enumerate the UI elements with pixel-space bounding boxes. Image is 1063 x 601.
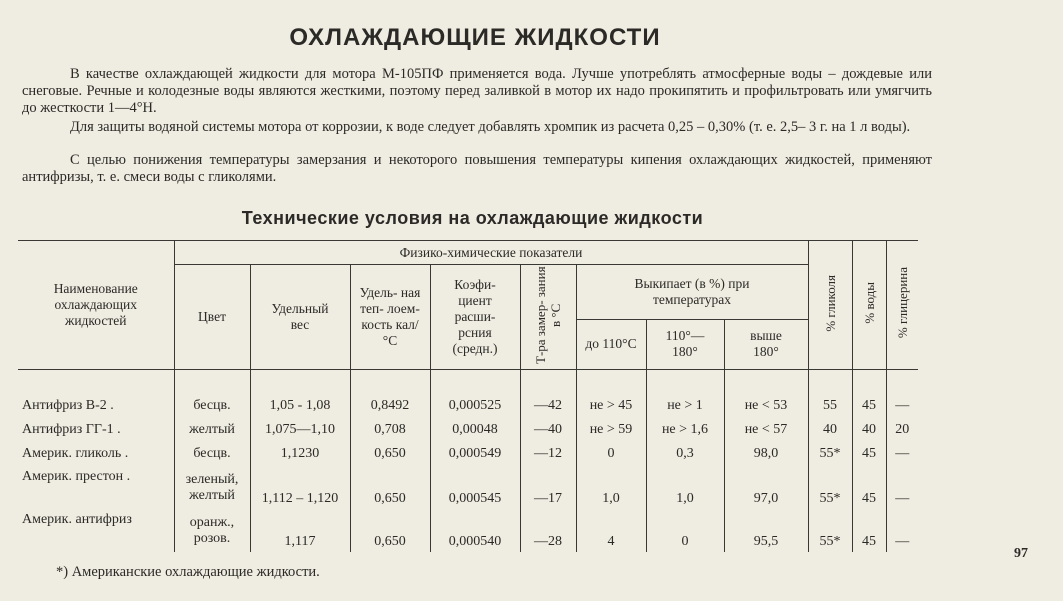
header-expansion-coef: Коэфи- циент расши- рсния (средн.) <box>430 265 520 370</box>
cell-t110-180: 0 <box>646 509 724 552</box>
cell-t110: не > 59 <box>576 418 646 442</box>
cell-coef: 0,000545 <box>430 466 520 509</box>
cell-name: Антифриз В-2 . <box>22 398 114 413</box>
cell-t110-180: 0,3 <box>646 442 724 466</box>
cell-water: 45 <box>852 509 886 552</box>
header-boil-110: до 110°С <box>576 319 646 369</box>
cell-t110: не > 45 <box>576 394 646 418</box>
header-boil-off: Выкипает (в %) при температурах <box>576 265 808 320</box>
cell-t180: не < 57 <box>724 418 808 442</box>
cell-t180: не < 53 <box>724 394 808 418</box>
cell-glycerin: — <box>886 466 918 509</box>
cell-freeze: —12 <box>520 442 576 466</box>
cell-heat: 0,8492 <box>350 394 430 418</box>
cell-water: 45 <box>852 442 886 466</box>
cell-color: бесцв. <box>174 442 250 466</box>
cell-t110-180: 1,0 <box>646 466 724 509</box>
cell-color: зеленый, желтый <box>174 466 250 509</box>
cell-coef: 0,000549 <box>430 442 520 466</box>
cell-glycerin: 20 <box>886 418 918 442</box>
header-glycerin: % глицерина <box>886 241 918 370</box>
cell-water: 45 <box>852 394 886 418</box>
cell-t180: 97,0 <box>724 466 808 509</box>
cell-weight: 1,112 – 1,120 <box>250 466 350 509</box>
header-physchem-group: Физико-химические показатели <box>174 241 808 265</box>
cell-glycerin: — <box>886 509 918 552</box>
cell-heat: 0,650 <box>350 442 430 466</box>
cell-name: Америк. антифриз <box>22 512 132 527</box>
paragraph-3-text: С целью понижения температуры замерзания и некоторого повышения температуры кипения охлаждающих жидкостей, применяют антифризы, т. е. смеси воды с гликолями. <box>22 152 932 185</box>
cell-t110-180: не > 1,6 <box>646 418 724 442</box>
table-title: Технические условия на охлаждающие жидкости <box>241 208 704 228</box>
cell-water: 40 <box>852 418 886 442</box>
paragraph-2 <box>22 119 932 136</box>
cell-weight: 1,117 <box>250 509 350 552</box>
cell-freeze: —28 <box>520 509 576 552</box>
spec-table <box>18 240 918 552</box>
paragraph-3 <box>22 152 932 186</box>
header-boil-110-180: 110°— 180° <box>646 319 724 369</box>
cell-weight: 1,05 - 1,08 <box>250 394 350 418</box>
page-title: ОХЛАЖДАЮЩИЕ ЖИДКОСТИ <box>289 24 661 51</box>
page-number: 97 <box>1014 546 1028 561</box>
cell-t180: 98,0 <box>724 442 808 466</box>
cell-t110: 1,0 <box>576 466 646 509</box>
cell-color: желтый <box>174 418 250 442</box>
cell-coef: 0,000525 <box>430 394 520 418</box>
cell-name: Америк. престон . <box>22 469 131 484</box>
cell-glycol: 55 <box>808 394 852 418</box>
table-row <box>18 466 918 509</box>
cell-heat: 0,708 <box>350 418 430 442</box>
cell-name: Америк. гликоль . <box>22 446 129 461</box>
cell-glycerin: — <box>886 442 918 466</box>
cell-name: Антифриз ГГ-1 . <box>22 422 121 437</box>
cell-freeze: —40 <box>520 418 576 442</box>
cell-heat: 0,650 <box>350 509 430 552</box>
table-row <box>18 418 918 442</box>
header-name: Наименование охлаждающих жидкостей <box>18 241 174 370</box>
footnote: *) Американские охлаждающие жидкости. <box>56 564 320 580</box>
cell-color: оранж., розов. <box>174 509 250 552</box>
table-row <box>18 394 918 418</box>
header-glycol: % гликоля <box>808 241 852 370</box>
cell-t180: 95,5 <box>724 509 808 552</box>
paragraph-1-text: В качестве охлаждающей жидкости для мотора М-105ПФ применяется вода. Лучше употреблять атмосферные воды – дождевые или снеговые. Речные и колодезные воды являются жесткими, поэтому перед заливкой в мотор их надо прокипятить и профильтровать или умягчить до жесткости 1—4°Н. <box>22 66 932 116</box>
cell-glycerin: — <box>886 394 918 418</box>
header-color: Цвет <box>174 265 250 370</box>
paragraph-1 <box>22 66 932 117</box>
cell-heat: 0,650 <box>350 466 430 509</box>
cell-glycol: 55* <box>808 509 852 552</box>
cell-glycol: 55* <box>808 442 852 466</box>
cell-coef: 0,000540 <box>430 509 520 552</box>
header-water: % воды <box>852 241 886 370</box>
cell-water: 45 <box>852 466 886 509</box>
cell-weight: 1,075—1,10 <box>250 418 350 442</box>
cell-t110: 4 <box>576 509 646 552</box>
cell-coef: 0,00048 <box>430 418 520 442</box>
cell-color: бесцв. <box>174 394 250 418</box>
paragraph-2-text: Для защиты водяной системы мотора от коррозии, к воде следует добавлять хромпик из расчета 0,25 – 0,30% (т. е. 2,5– 3 г. на 1 л воды). <box>70 119 911 135</box>
cell-t110-180: не > 1 <box>646 394 724 418</box>
table-row <box>18 509 918 552</box>
header-boil-180: выше 180° <box>724 319 808 369</box>
cell-glycol: 55* <box>808 466 852 509</box>
cell-glycol: 40 <box>808 418 852 442</box>
cell-weight: 1,1230 <box>250 442 350 466</box>
cell-freeze: —42 <box>520 394 576 418</box>
header-weight: Удельный вес <box>250 265 350 370</box>
header-freezing-temp: Т-ра замер- зания в °С <box>520 265 576 370</box>
cell-t110: 0 <box>576 442 646 466</box>
cell-freeze: —17 <box>520 466 576 509</box>
header-heat-capacity: Удель- ная теп- лоем- кость кал/°С <box>350 265 430 370</box>
table-row <box>18 442 918 466</box>
